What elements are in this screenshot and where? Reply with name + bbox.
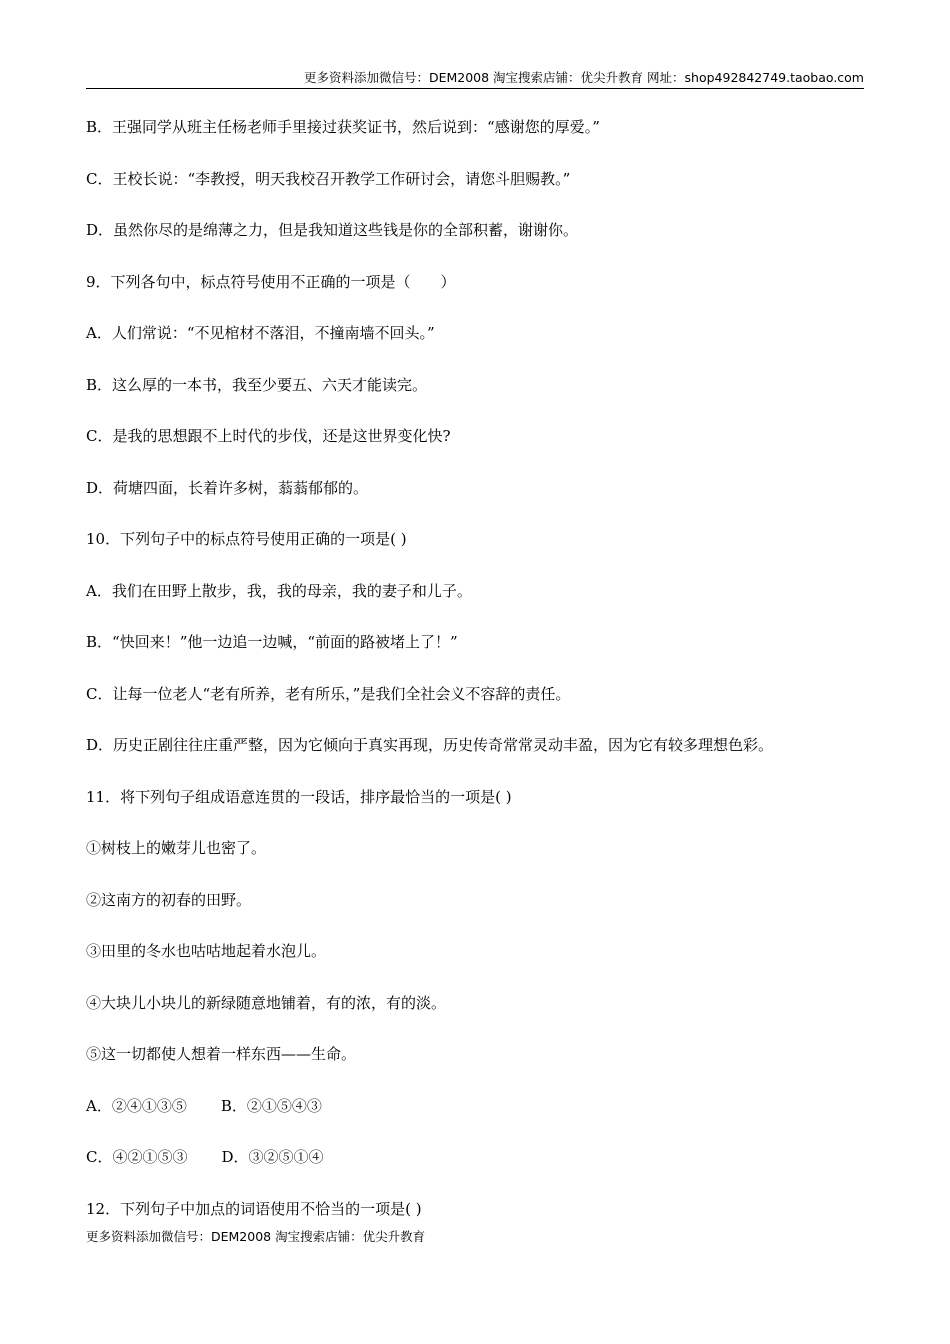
q8-option-d: D．虽然你尽的是绵薄之力，但是我知道这些钱是你的全部积蓄，谢谢你。	[86, 221, 579, 239]
q12-question: 12．下列句子中加点的词语使用不恰当的一项是( )	[86, 1199, 422, 1218]
q11-option-a: A．②④①③⑤	[86, 1096, 187, 1115]
q11-question: 11．将下列句子组成语意连贯的一段话，排序最恰当的一项是( )	[86, 787, 512, 806]
q9-question: 9．下列各句中，标点符号使用不正确的一项是（ ）	[86, 272, 456, 291]
q10-option-a: A．我们在田野上散步，我，我的母亲，我的妻子和儿子。	[86, 581, 472, 600]
q11-sentence-4: ④大块儿小块儿的新绿随意地铺着，有的浓，有的淡。	[86, 993, 447, 1012]
page-header: 更多资料添加微信号：DEM2008 淘宝搜索店铺：优尖升教育 网址：shop492842749.taobao.com	[86, 68, 864, 89]
q9-option-b: B．这么厚的一本书，我至少要五、六天才能读完。	[86, 375, 428, 394]
q10-option-b: B．“快回来！”他一边追一边喊，“前面的路被堵上了！”	[86, 633, 458, 651]
q10-question: 10．下列句子中的标点符号使用正确的一项是( )	[86, 530, 407, 548]
page-footer: 更多资料添加微信号：DEM2008 淘宝搜索店铺：优尖升教育	[86, 1229, 426, 1244]
document-body	[86, 116, 890, 1249]
q10-option-c: C．让每一位老人“老有所养，老有所乐，”是我们全社会义不容辞的责任。	[86, 684, 571, 703]
q8-option-c: C．王校长说：“李教授，明天我校召开教学工作研讨会，请您斗胆赐教。”	[86, 169, 571, 188]
q11-option-d: D．③②⑤①④	[221, 1148, 324, 1166]
q9-option-c: C．是我的思想跟不上时代的步伐，还是这世界变化快?	[86, 427, 451, 445]
q11-sentence-2: ②这南方的初春的田野。	[86, 890, 252, 909]
q11-sentence-1: ①树枝上的嫩芽儿也密了。	[86, 839, 267, 857]
q11-options-row-1	[86, 1095, 890, 1147]
q11-option-c: C．④②①⑤③	[86, 1148, 188, 1166]
q9-option-a: A．人们常说：“不见棺材不落泪，不撞南墙不回头。”	[86, 324, 435, 342]
q11-option-b: B．②①⑤④③	[220, 1096, 322, 1115]
q11-options-row-2	[86, 1146, 890, 1198]
q11-sentence-3: ③田里的冬水也咕咕地起着水泡儿。	[86, 942, 327, 960]
q8-option-b: B．王强同学从班主任杨老师手里接过获奖证书，然后说到：“感谢您的厚爱。”	[86, 118, 600, 136]
q11-sentence-5: ⑤这一切都使人想着一样东西——生命。	[86, 1045, 357, 1063]
q10-option-d: D．历史正剧往往庄重严整，因为它倾向于真实再现，历史传奇常常灵动丰盈，因为它有较多理想色彩。	[86, 736, 774, 754]
q9-option-d: D．荷塘四面，长着许多树，蓊蓊郁郁的。	[86, 478, 369, 497]
